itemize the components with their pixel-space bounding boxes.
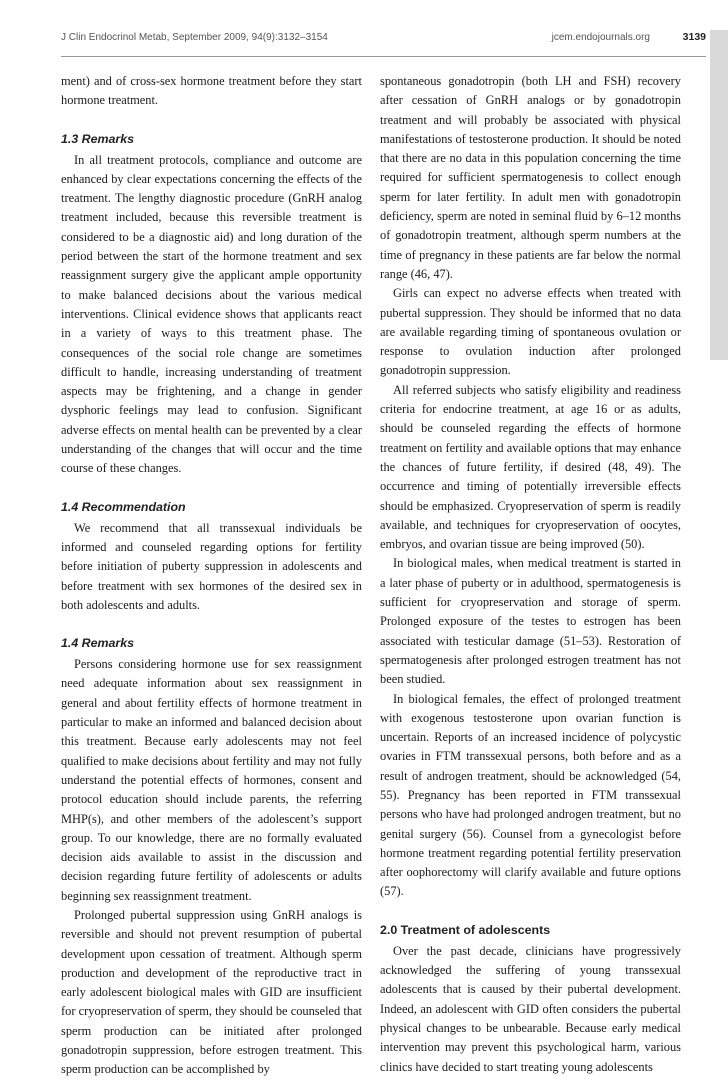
- section-heading-1-4-remarks: 1.4 Remarks: [61, 636, 135, 651]
- right-column: [380, 72, 681, 1077]
- paragraph: Persons considering hormone use for sex reassignment need adequate information about sex reassignment in general and about fertility effects of hormone treatment in particular to make an informed and balanced decision about this treatment. Because early adolescents may not feel qualified to make decisions about fertility and may not fully understand the potential effects of hormones, consent and protocol education should include parents, the referring MHP(s), and other members of the adolescent’s support group. To our knowledge, there are no formally evaluated decision aids available to assist in the discussion and decision regarding future fertility of adolescents or adults beginning sex reassignment treatment.: [61, 657, 362, 903]
- journal-citation: J Clin Endocrinol Metab, September 2009, 94(9):3132–3154: [61, 32, 328, 43]
- paragraph: spontaneous gonadotropin (both LH and FSH) recovery after cessation of GnRH analogs or by gonadotropin treatment and will probably be associated with physical manifestations of testosterone production. It should be noted that there are no data in this population concerning the time required for sufficient spermatogenesis to collect enough sperm for later fertility. In adult men with gonadotropin deficiency, sperm are noted in seminal fluid by 6–12 months of gonadotropin treatment, although sperm numbers at the time of pregnancy in these patients are far below the normal range (46, 47).: [380, 74, 681, 281]
- paragraph: Prolonged pubertal suppression using GnRH analogs is reversible and should not prevent resumption of pubertal development upon cessation of treatment. Although sperm production and development of the reproductive tract in early adolescent biological males with GID are insufficient for cryopreservation of sperm, they should be counseled that sperm production can be initiated after prolonged gonadotropin suppression, before estrogen treatment. This sperm production can be accomplished by: [61, 907, 362, 1077]
- paragraph: Girls can expect no adverse effects when treated with pubertal suppression. They should be informed that no data are available regarding timing of spontaneous ovulation or response to ovulation induction after prolonged gonadotropin suppression.: [380, 286, 681, 378]
- section-heading-2-0-treatment-of-adolescents: 2.0 Treatment of adolescents: [380, 922, 551, 937]
- page-number: 3139: [682, 31, 706, 43]
- paragraph: ment) and of cross-sex hormone treatment before they start hormone treatment.: [61, 74, 362, 108]
- paragraph: All referred subjects who satisfy eligibility and readiness criteria for endocrine treatment, at age 16 or as adults, should be counseled regarding the effects of hormone treatment on fertility and available options that may enhance the chances of future fertility, if desired (48, 49). The occurrence and timing of potentially irreversible effects should be emphasized. Cryopreservation of sperm is readily available, and techniques for cryopreservation of oocytes, embryos, and ovarian tissue are being improved (50).: [380, 382, 681, 552]
- paragraph: In biological males, when medical treatment is started in a later phase of puberty or in adulthood, spermatogenesis is sufficient for cryopreservation and storage of sperm. Prolonged exposure of the testes to estrogen has been associated with testicular damage (51–53). Restoration of spermatogenesis after prolonged estrogen treatment has not been studied.: [380, 556, 681, 687]
- page-edge-tab: [710, 30, 728, 360]
- section-heading-1-4-recommendation: 1.4 Recommendation: [61, 499, 186, 514]
- paragraph: In all treatment protocols, compliance and outcome are enhanced by clear expectations concerning the effects of the treatment. The lengthy diagnostic procedure (GnRH analog treatment included, because this reversible treatment is considered to be a diagnostic aid) and long duration of the period between the start of the hormone treatment and sex reassignment surgery give the applicant ample opportunity to make balanced decisions about the various medical interventions. Clinical evidence shows that applicants react in a variety of ways to this treatment phase. The consequences of the social role change are sometimes difficult to handle, increasing understanding of treatment aspects may be frightening, and a change in gender dysphoric feelings may lead to confusion. Significant adverse effects on mental health can be prevented by a clear understanding of the changes that will occur and the time course of these changes.: [61, 152, 362, 476]
- paragraph: We recommend that all transsexual individuals be informed and counseled regarding options for fertility before initiation of puberty suppression in adolescents and before treatment with sex hormones of the desired sex in both adolescents and adults.: [61, 520, 362, 612]
- section-heading-1-3-remarks: 1.3 Remarks: [61, 131, 135, 146]
- running-header: [61, 30, 706, 46]
- journal-website: jcem.endojournals.org: [551, 32, 650, 43]
- paragraph: Over the past decade, clinicians have progressively acknowledged the suffering of young transsexual adolescents that is caused by their pubertal development. Indeed, an adolescent with GID often considers the pubertal physical changes to be unbearable. Because early medical intervention may prevent this psychological harm, various clinics have decided to start treating young adolescents: [380, 943, 681, 1074]
- left-column: [61, 72, 362, 1080]
- paragraph: In biological females, the effect of prolonged treatment with exogenous testosterone upon ovarian function is uncertain. Reports of an increased incidence of polycystic ovaries in FTM transsexual persons, both before and as a result of androgen treatment, should be acknowledged (54, 55). Pregnancy has been reported in FTM transsexual persons who have had prolonged androgen treatment, but no genital surgery (56). Counsel from a gynecologist before hormone treatment regarding potential fertility preservation after oophorectomy will clarify available and future options (57).: [380, 691, 681, 899]
- header-rule: [61, 56, 706, 57]
